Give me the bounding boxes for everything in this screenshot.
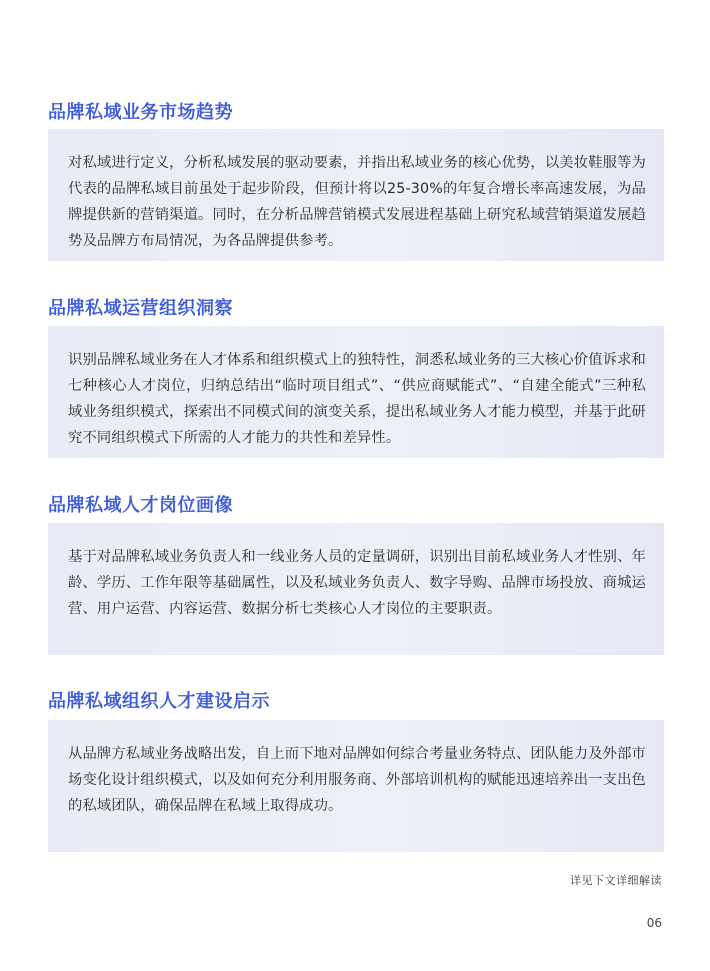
section-content-box <box>48 129 664 261</box>
section-content-box <box>48 523 664 655</box>
section-content-box <box>48 720 664 852</box>
section-content-box <box>48 326 664 458</box>
section-title: 品牌私域人才岗位画像 <box>48 495 233 516</box>
section-body-text: 从品牌方私域业务战略出发，自上而下地对品牌如何综合考量业务特点、团队能力及外部市场变化设计组织模式，以及如何充分利用服务商、外部培训机构的赋能迅速培养出一支出色的私域团队，确保品牌在私域上取得成功。 <box>68 746 646 814</box>
section-title: 品牌私域运营组织洞察 <box>48 298 233 319</box>
section-body-text: 对私域进行定义，分析私域发展的驱动要素，并指出私域业务的核心优势，以美妆鞋服等为代表的品牌私域目前虽处于起步阶段，但预计将以25-30%的年复合增长率高速发展，为品牌提供新的营销渠道。同时，在分析品牌营销模式发展进程基础上研究私域营销渠道发展趋势及品牌方布局情况，为各品牌提供参考。 <box>68 155 646 249</box>
section-title: 品牌私域组织人才建设启示 <box>48 691 270 712</box>
section-title: 品牌私域业务市场趋势 <box>48 102 233 123</box>
read-more-note: 详见下文详细解读 <box>570 874 662 887</box>
section-body-text: 识别品牌私域业务在人才体系和组织模式上的独特性，洞悉私域业务的三大核心价值诉求和七种核心人才岗位，归纳总结出“临时项目组式”、“供应商赋能式”、“自建全能式”三种私域业务组织模式，探索出不同模式间的演变关系，提出私域业务人才能力模型，并基于此研究不同组织模式下所需的人才能力的共性和差异性。 <box>68 352 646 446</box>
page-number: 06 <box>646 916 662 930</box>
section-body-text: 基于对品牌私域业务负责人和一线业务人员的定量调研，识别出目前私域业务人才性别、年龄、学历、工作年限等基础属性，以及私域业务负责人、数字导购、品牌市场投放、商城运营、用户运营、内容运营、数据分析七类核心人才岗位的主要职责。 <box>68 549 646 617</box>
